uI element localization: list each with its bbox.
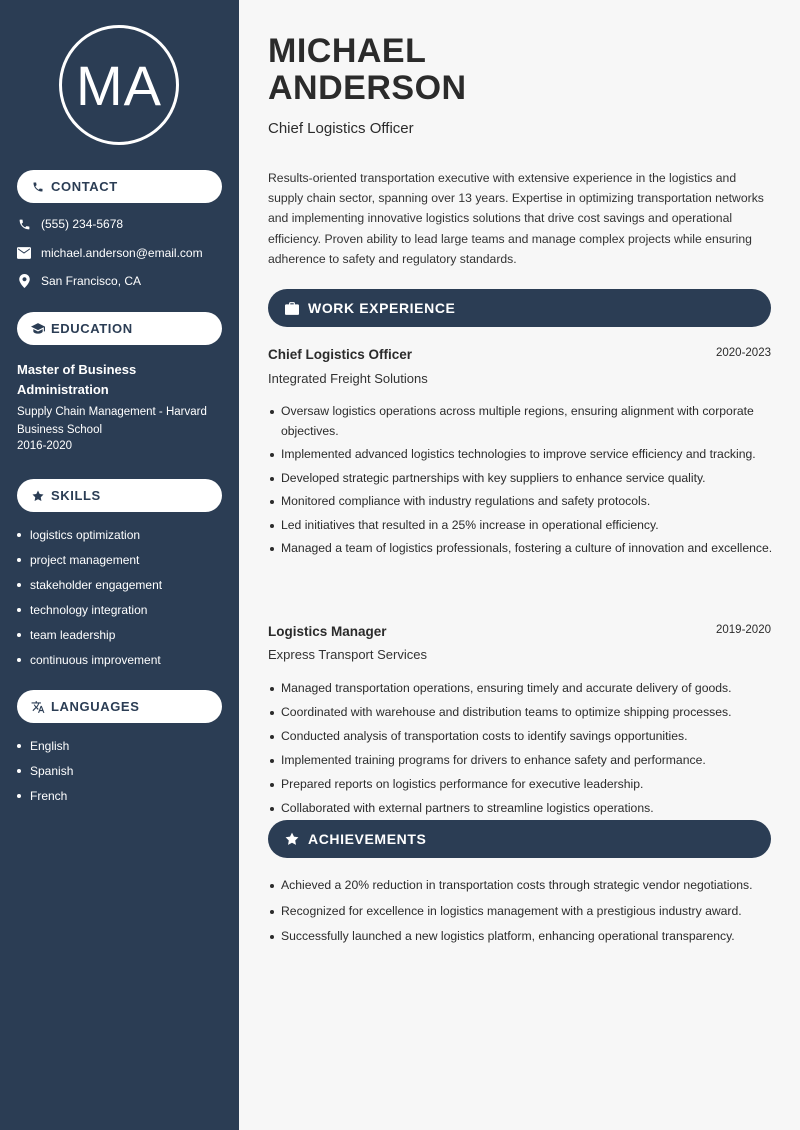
contact-heading-label: CONTACT bbox=[51, 179, 118, 194]
skill-item: logistics optimization bbox=[17, 522, 162, 547]
list-item: Managed a team of logistics professionals, fostering a culture of innovation and excellence. bbox=[268, 539, 773, 559]
contact-phone-text: (555) 234-5678 bbox=[41, 217, 124, 231]
achievements-heading bbox=[268, 820, 771, 858]
job-dates: 2019-2020 bbox=[716, 624, 771, 636]
skill-item: continuous improvement bbox=[17, 647, 162, 672]
education-degree: Master of Business Administration bbox=[17, 362, 137, 397]
language-item: English bbox=[17, 733, 73, 758]
graduation-cap-icon bbox=[31, 322, 45, 336]
person-title: Chief Logistics Officer bbox=[268, 120, 414, 137]
contact-location-text: San Francisco, CA bbox=[41, 274, 142, 288]
sidebar bbox=[0, 0, 239, 1130]
phone-icon bbox=[17, 217, 31, 231]
mail-icon bbox=[17, 246, 31, 260]
translate-icon bbox=[31, 700, 45, 714]
skill-item: technology integration bbox=[17, 597, 162, 622]
list-item: Implemented training programs for drivers to enhance safety and performance. bbox=[268, 751, 773, 771]
job-title: Logistics Manager bbox=[268, 624, 387, 639]
contact-email[interactable] bbox=[17, 246, 203, 260]
list-item: Oversaw logistics operations across multiple regions, ensuring alignment with corporate objectives. bbox=[268, 402, 773, 441]
skills-heading-label: SKILLS bbox=[51, 488, 101, 503]
list-item: Coordinated with warehouse and distribution teams to optimize shipping processes. bbox=[268, 703, 773, 723]
list-item: Successfully launched a new logistics platform, enhancing operational transparency. bbox=[268, 927, 773, 947]
list-item: Recognized for excellence in logistics management with a prestigious industry award. bbox=[268, 902, 773, 922]
job-company: Express Transport Services bbox=[268, 647, 427, 662]
skill-item: stakeholder engagement bbox=[17, 572, 162, 597]
work-experience-heading-label: WORK EXPERIENCE bbox=[308, 300, 456, 316]
achievements-list bbox=[268, 876, 773, 947]
list-item: Managed transportation operations, ensuring timely and accurate delivery of goods. bbox=[268, 679, 773, 699]
skill-item: team leadership bbox=[17, 622, 162, 647]
skills-list bbox=[17, 522, 162, 672]
list-item: Achieved a 20% reduction in transportation costs through strategic vendor negotiations. bbox=[268, 876, 773, 896]
name-line-first: MICHAEL bbox=[268, 32, 427, 70]
contact-location bbox=[17, 274, 141, 288]
job-company: Integrated Freight Solutions bbox=[268, 371, 428, 386]
job-bullets bbox=[268, 679, 773, 819]
language-item: Spanish bbox=[17, 758, 73, 783]
language-item: French bbox=[17, 783, 73, 808]
contact-email-text: michael.anderson@email.com bbox=[41, 246, 203, 260]
education-heading-label: EDUCATION bbox=[51, 321, 133, 336]
list-item: Prepared reports on logistics performance for executive leadership. bbox=[268, 775, 773, 795]
star-icon bbox=[284, 831, 300, 847]
avatar-initials: MA bbox=[59, 25, 179, 145]
education-school: Supply Chain Management - Harvard Business School bbox=[17, 406, 207, 436]
job-title: Chief Logistics Officer bbox=[268, 347, 413, 362]
languages-heading bbox=[17, 690, 222, 723]
languages-heading-label: LANGUAGES bbox=[51, 699, 140, 714]
profile-summary: Results-oriented transportation executive with extensive experience in the logistics and supply chain sector, spanning over 13 years. Expertise in optimizing transportation networks and implementing innovative logistics solutions that drive cost savings and operational efficiency. Proven ability to lead large teams and manage complex projects while ensuring adherence to safety and regulatory standards. bbox=[268, 171, 764, 266]
job-dates: 2020-2023 bbox=[716, 347, 771, 359]
skill-item: project management bbox=[17, 547, 162, 572]
list-item: Conducted analysis of transportation costs to identify savings opportunities. bbox=[268, 727, 773, 747]
list-item: Led initiatives that resulted in a 25% increase in operational efficiency. bbox=[268, 516, 773, 536]
skills-heading bbox=[17, 479, 222, 512]
list-item: Collaborated with external partners to streamline logistics operations. bbox=[268, 799, 773, 819]
briefcase-icon bbox=[284, 300, 300, 316]
work-experience-heading bbox=[268, 289, 771, 327]
person-name bbox=[268, 33, 668, 107]
list-item: Implemented advanced logistics technologies to improve service efficiency and tracking. bbox=[268, 445, 773, 465]
list-item: Monitored compliance with industry regulations and safety protocols. bbox=[268, 492, 773, 512]
achievements-heading-label: ACHIEVEMENTS bbox=[308, 831, 427, 847]
contact-heading bbox=[17, 170, 222, 203]
name-line-last: ANDERSON bbox=[268, 69, 467, 107]
languages-list bbox=[17, 733, 73, 808]
contact-phone[interactable] bbox=[17, 217, 123, 231]
education-years: 2016-2020 bbox=[17, 440, 72, 452]
job-bullets bbox=[268, 402, 773, 559]
education-heading bbox=[17, 312, 222, 345]
star-icon bbox=[31, 489, 45, 503]
list-item: Developed strategic partnerships with key suppliers to enhance service quality. bbox=[268, 469, 773, 489]
map-pin-icon bbox=[17, 274, 31, 288]
phone-icon bbox=[31, 180, 45, 194]
